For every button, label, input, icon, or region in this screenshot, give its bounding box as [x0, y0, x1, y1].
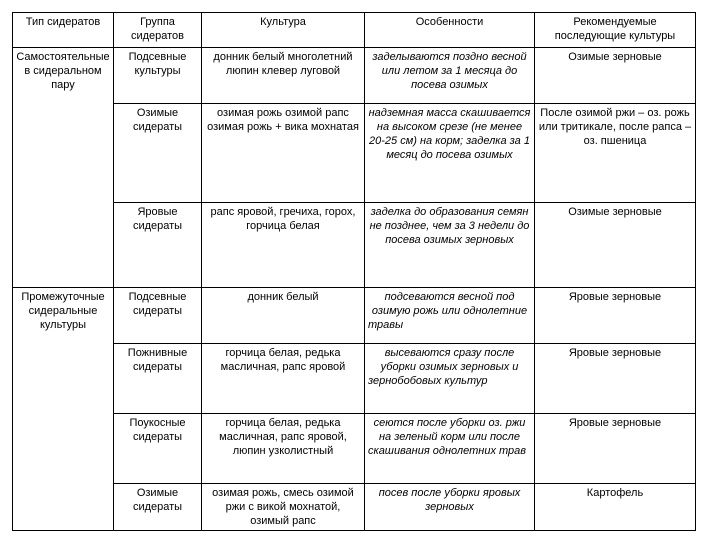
table-row [13, 288, 696, 344]
green-manure-table [12, 12, 696, 531]
table-row [13, 104, 696, 203]
group-cell: Яровые сидераты [114, 203, 202, 288]
features-cell: посев после уборки яровых зерновых [365, 484, 535, 531]
group-cell: Озимые сидераты [114, 104, 202, 203]
crop-cell: горчица белая, редька масличная, рапс яровой [202, 344, 365, 414]
group-cell: Пожнивные сидераты [114, 344, 202, 414]
features-cell: надземная масса скашивается на высоком срезе (не менее 20-25 см) на корм; заделка за 1 месяц до посева озимых [365, 104, 535, 203]
crop-cell: озимая рожь, смесь озимой ржи с викой мохнатой, озимый рапс [202, 484, 365, 531]
next-crops-cell: Яровые зерновые [535, 414, 696, 484]
table-row [13, 344, 696, 414]
group-cell: Озимые сидераты [114, 484, 202, 531]
table-row [13, 484, 696, 531]
header-features: Особенности [365, 13, 535, 48]
next-crops-cell: Картофель [535, 484, 696, 531]
crop-cell: донник белый [202, 288, 365, 344]
table-row [13, 48, 696, 104]
next-crops-cell: Озимые зерновые [535, 48, 696, 104]
header-group: Группа сидератов [114, 13, 202, 48]
next-crops-cell: Яровые зерновые [535, 344, 696, 414]
type-cell-sole: Самостоятельные в сидеральном пару [13, 48, 114, 288]
crop-cell: озимая рожь озимой рапс озимая рожь + вика мохнатая [202, 104, 365, 203]
group-cell: Поукосные сидераты [114, 414, 202, 484]
table-row [13, 414, 696, 484]
features-cell: заделка до образования семян не позднее, чем за 3 недели до посева озимых зерновых [365, 203, 535, 288]
header-type: Тип сидератов [13, 13, 114, 48]
crop-cell: рапс яровой, гречиха, горох, горчица белая [202, 203, 365, 288]
next-crops-cell: После озимой ржи – оз. рожь или тритикале, после рапса – оз. пшеница [535, 104, 696, 203]
features-cell: подсеваются весной под озимую рожь или однолетние травы [365, 288, 535, 344]
features-cell: заделываются поздно весной или летом за 1 месяца до посева озимых [365, 48, 535, 104]
features-cell: высеваются сразу после уборки озимых зерновых и зернобобовых культур [365, 344, 535, 414]
header-next-crops: Рекомендуемые последующие культуры [535, 13, 696, 48]
group-cell: Подсевные культуры [114, 48, 202, 104]
crop-cell: донник белый многолетний люпин клевер луговой [202, 48, 365, 104]
header-row [13, 13, 696, 48]
crop-cell: горчица белая, редька масличная, рапс яровой, люпин узколистный [202, 414, 365, 484]
header-crop: Культура [202, 13, 365, 48]
next-crops-cell: Яровые зерновые [535, 288, 696, 344]
table-row [13, 203, 696, 288]
features-cell: сеются после уборки оз. ржи на зеленый корм или после скашивания однолетних трав [365, 414, 535, 484]
group-cell: Подсевные сидераты [114, 288, 202, 344]
next-crops-cell: Озимые зерновые [535, 203, 696, 288]
type-cell-intermediate: Промежуточные сидеральные культуры [13, 288, 114, 531]
